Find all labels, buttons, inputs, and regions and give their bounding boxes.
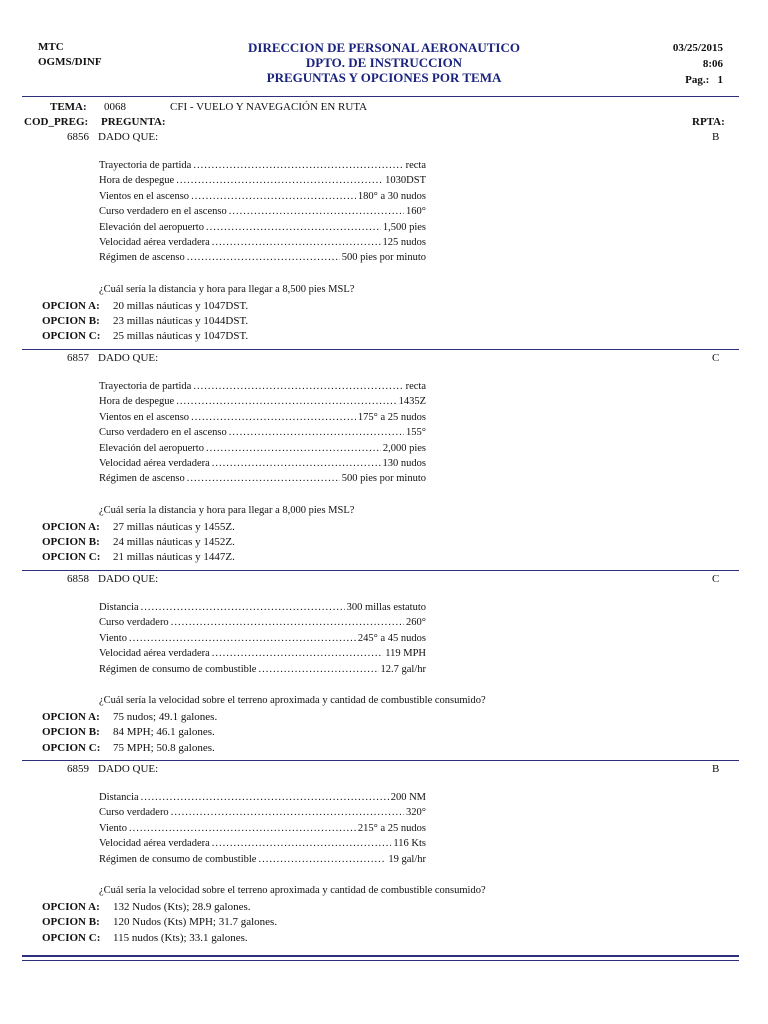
leader-dots (212, 458, 381, 469)
given-row (99, 175, 426, 190)
given-label: Régimen de consumo de combustible (99, 853, 257, 865)
leader-dots (129, 823, 356, 834)
given-row (99, 633, 426, 648)
given-row (99, 427, 426, 442)
given-label: Régimen de consumo de combustible (99, 663, 257, 675)
rpta-label: RPTA: (692, 116, 725, 128)
leader-dots (258, 664, 378, 675)
given-row (99, 237, 426, 252)
question-intro: DADO QUE: (98, 763, 159, 775)
tema-code: 0068 (104, 101, 126, 113)
leader-dots (187, 252, 340, 263)
report-title-1: DIRECCION DE PERSONAL AERONAUTICO (248, 40, 520, 55)
question-answer: B (712, 763, 720, 775)
given-value: 215° a 25 nudos (357, 822, 426, 834)
leader-dots (229, 206, 404, 217)
option-text: 24 millas náuticas y 1452Z. (113, 536, 235, 549)
given-value: 12.7 gal/hr (380, 663, 426, 675)
given-row (99, 252, 426, 267)
leader-dots (129, 633, 356, 644)
leader-dots (187, 473, 340, 484)
given-value: 245° a 45 nudos (357, 632, 426, 644)
option-label: OPCION A: (42, 711, 100, 723)
option-label: OPCION C: (42, 931, 101, 944)
given-row (99, 206, 426, 221)
org-line-1: MTC (38, 41, 64, 53)
option-text: 27 millas náuticas y 1455Z. (113, 520, 235, 533)
given-label: Vientos en el ascenso (99, 190, 190, 202)
given-value: 116 Kts (393, 838, 426, 850)
given-value: 500 pies por minuto (341, 252, 426, 264)
option-text: 20 millas náuticas y 1047DST. (113, 299, 249, 312)
given-label: Curso verdadero en el ascenso (99, 206, 227, 218)
leader-dots (212, 838, 392, 849)
leader-dots (193, 160, 403, 171)
option-text: 75 MPH; 50.8 galones. (113, 741, 215, 754)
option-text: 75 nudos; 49.1 galones. (113, 711, 218, 723)
given-value: 160° (406, 206, 426, 218)
leader-dots (191, 191, 356, 202)
given-row (99, 648, 426, 663)
given-value: 180° a 30 nudos (357, 190, 426, 202)
option-text: 21 millas náuticas y 1447Z. (113, 551, 235, 564)
given-label: Velocidad aérea verdadera (99, 457, 210, 469)
given-row (99, 443, 426, 458)
given-row (99, 823, 426, 838)
given-label: Velocidad aérea verdadera (99, 648, 210, 660)
option-label: OPCION A: (42, 520, 100, 533)
option-text: 120 Nudos (Kts) MPH; 31.7 galones. (113, 916, 278, 929)
given-value: recta (405, 381, 426, 392)
given-value: 260° (406, 617, 426, 629)
option-label: OPCION C: (42, 330, 101, 343)
given-value: 320° (406, 807, 426, 819)
option-b (0, 726, 768, 741)
leader-dots (206, 443, 381, 454)
given-row (99, 222, 426, 237)
option-label: OPCION C: (42, 741, 101, 754)
option-b (0, 916, 768, 931)
given-row (99, 412, 426, 427)
given-label: Trayectoria de partida (99, 160, 192, 171)
option-c (0, 330, 768, 345)
given-label: Régimen de ascenso (99, 473, 185, 485)
leader-dots (229, 427, 404, 438)
option-label: OPCION B: (42, 916, 100, 929)
option-b (0, 315, 768, 330)
given-row (99, 838, 426, 853)
option-text: 132 Nudos (Kts); 28.9 galones. (113, 901, 251, 913)
given-data-list (99, 602, 426, 679)
given-label: Elevación del aeropuerto (99, 221, 204, 233)
question-text: ¿Cuál sería la distancia y hora para llegar a 8,500 pies MSL? (99, 283, 355, 295)
option-a (0, 300, 768, 315)
question-code: 6856 (67, 131, 89, 143)
given-row (99, 617, 426, 632)
option-label: OPCION B: (42, 726, 100, 739)
leader-dots (212, 648, 383, 659)
question-divider (22, 349, 739, 350)
leader-dots (176, 175, 383, 186)
leader-dots (171, 617, 404, 628)
tema-label: TEMA: (50, 101, 87, 113)
question-divider (22, 760, 739, 761)
given-label: Régimen de ascenso (99, 252, 185, 264)
given-row (99, 396, 426, 411)
question-text: ¿Cuál sería la velocidad sobre el terreno aproximada y cantidad de combustible consumido? (99, 885, 486, 896)
given-label: Elevación del aeropuerto (99, 442, 204, 454)
footer-divider-2 (22, 960, 739, 961)
question-code: 6857 (67, 352, 89, 364)
given-value: 500 pies por minuto (341, 473, 426, 485)
option-text: 25 millas náuticas y 1047DST. (113, 330, 249, 343)
option-text: 23 millas náuticas y 1044DST. (113, 315, 249, 328)
report-title-3: PREGUNTAS Y OPCIONES POR TEMA (266, 70, 502, 85)
option-label: OPCION C: (42, 551, 101, 564)
given-label: Hora de despegue (99, 175, 175, 187)
question-code: 6858 (67, 573, 89, 585)
leader-dots (258, 854, 386, 865)
option-label: OPCION A: (42, 901, 100, 913)
given-value: 125 nudos (382, 236, 426, 248)
given-label: Distancia (99, 792, 139, 803)
option-a (0, 901, 768, 916)
given-row (99, 458, 426, 473)
given-value: 1,500 pies (382, 221, 426, 233)
given-value: 175° a 25 nudos (357, 411, 426, 423)
option-c (0, 551, 768, 566)
cod-preg-label: COD_PREG: (24, 116, 89, 128)
question-answer: C (712, 352, 720, 364)
question-answer: C (712, 573, 720, 585)
option-a (0, 711, 768, 726)
option-b (0, 536, 768, 551)
given-data-list (99, 792, 426, 869)
question-text: ¿Cuál sería la velocidad sobre el terreno aproximada y cantidad de combustible consumido? (99, 695, 486, 706)
given-label: Curso verdadero (99, 807, 169, 819)
leader-dots (193, 381, 403, 392)
given-value: 155° (406, 427, 426, 439)
given-row (99, 160, 426, 175)
given-row (99, 792, 426, 807)
leader-dots (212, 237, 381, 248)
report-date: 03/25/2015 (672, 42, 723, 54)
tema-name: CFI - VUELO Y NAVEGACIÓN EN RUTA (170, 101, 368, 113)
question-text: ¿Cuál sería la distancia y hora para llegar a 8,000 pies MSL? (99, 504, 355, 516)
given-label: Vientos en el ascenso (99, 411, 190, 423)
leader-dots (141, 602, 345, 613)
option-c (0, 932, 768, 947)
header-divider (22, 96, 739, 97)
given-row (99, 602, 426, 617)
option-text: 115 nudos (Kts); 33.1 galones. (113, 931, 248, 944)
given-value: 200 NM (390, 792, 426, 803)
given-row (99, 381, 426, 396)
given-label: Velocidad aérea verdadera (99, 838, 210, 850)
report-title-block (0, 40, 768, 85)
given-row (99, 191, 426, 206)
question-code: 6859 (67, 763, 89, 775)
given-label: Velocidad aérea verdadera (99, 236, 210, 248)
leader-dots (141, 792, 389, 803)
given-value: 119 MPH (385, 648, 426, 660)
given-label: Trayectoria de partida (99, 381, 192, 392)
given-row (99, 664, 426, 679)
given-label: Curso verdadero en el ascenso (99, 427, 227, 439)
given-value: 1030DST (385, 175, 426, 187)
given-label: Hora de despegue (99, 396, 175, 408)
given-label: Viento (99, 632, 127, 644)
leader-dots (191, 412, 356, 423)
report-time: 8:06 (702, 58, 723, 70)
org-line-2: OGMS/DINF (38, 56, 102, 68)
given-data-list (99, 381, 426, 489)
report-title-2: DPTO. DE INSTRUCCION (305, 55, 463, 70)
question-intro: DADO QUE: (98, 573, 159, 585)
given-label: Curso verdadero (99, 617, 169, 629)
question-divider (22, 570, 739, 571)
page-indicator (673, 72, 723, 88)
question-intro: DADO QUE: (98, 131, 159, 143)
page-number: 1 (717, 74, 723, 86)
footer-divider-1 (22, 955, 739, 957)
given-row (99, 473, 426, 488)
given-label: Distancia (99, 602, 139, 613)
given-value: 130 nudos (382, 457, 426, 469)
pregunta-label: PREGUNTA: (101, 116, 166, 128)
given-value: recta (405, 160, 426, 171)
leader-dots (171, 807, 404, 818)
option-label: OPCION A: (42, 299, 100, 312)
question-answer: B (712, 131, 720, 143)
leader-dots (176, 396, 396, 407)
option-text: 84 MPH; 46.1 galones. (113, 726, 215, 739)
given-row (99, 807, 426, 822)
option-label: OPCION B: (42, 536, 100, 549)
given-row (99, 854, 426, 869)
question-intro: DADO QUE: (98, 352, 159, 364)
given-value: 1435Z (398, 396, 426, 408)
option-c (0, 742, 768, 757)
option-a (0, 521, 768, 536)
option-label: OPCION B: (42, 315, 100, 328)
given-value: 19 gal/hr (388, 853, 426, 865)
report-meta (673, 40, 723, 88)
given-value: 2,000 pies (382, 442, 426, 454)
given-label: Viento (99, 822, 127, 834)
given-value: 300 millas estatuto (346, 602, 426, 613)
page-label: Pag.: (685, 74, 710, 86)
given-data-list (99, 160, 426, 268)
leader-dots (206, 222, 381, 233)
